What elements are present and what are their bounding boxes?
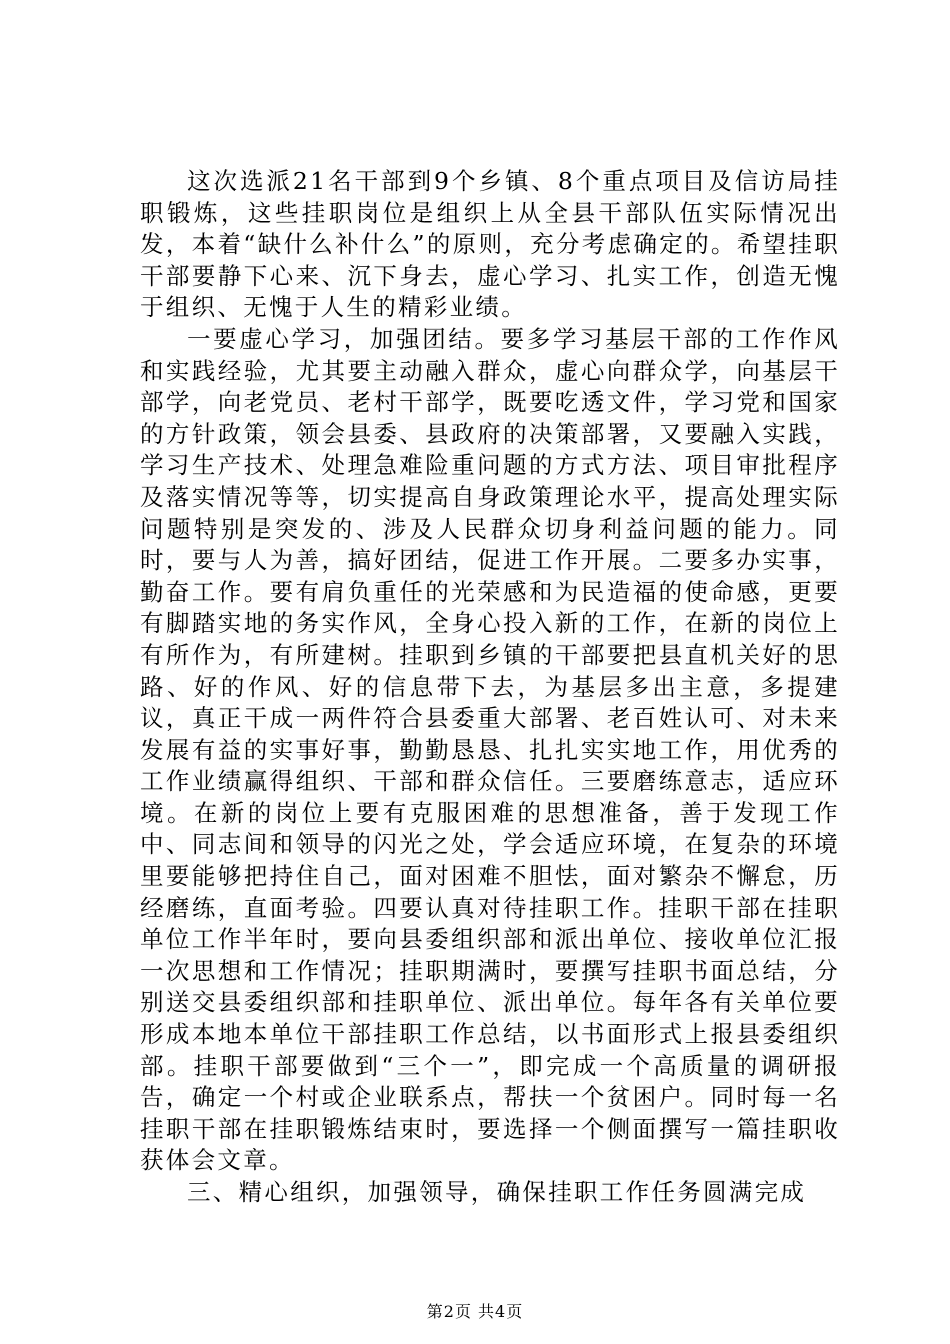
paragraph-intro: 这次选派21名干部到9个乡镇、8个重点项目及信访局挂职锻炼，这些挂职岗位是组织上从全县干部队伍实际情况出发，本着“缺什么补什么”的原则，充分考虑确定的。希望挂职干部要静下心来、沉下身去，虚心学习、扎实工作，创造无愧于组织、无愧于人生的精彩业绩。 <box>140 167 840 322</box>
page-number-footer: 第2页 共4页 <box>426 1302 524 1321</box>
paragraph-requirements: 一要虚心学习，加强团结。要多学习基层干部的工作作风和实践经验，尤其要主动融入群众，虚心向群众学，向基层干部学，向老党员、老村干部学，既要吃透文件，学习党和国家的方针政策，领会县委、县政府的决策部署，又要融入实践，学习生产技术、处理急难险重问题的方式方法、项目审批程序及落实情况等等，切实提高自身政策理论水平，提高处理实际问题特别是突发的、涉及人民群众切身利益问题的能力。同时，要与人为善，搞好团结，促进工作开展。二要多办实事，勤奋工作。要有肩负重任的光荣感和为民造福的使命感，更要有脚踏实地的务实作风，全身心投入新的工作，在新的岗位上有所作为，有所建树。挂职到乡镇的干部要把县直机关好的思路、好的作风、好的信息带下去，为基层多出主意，多提建议，真正干成一两件符合县委重大部署、老百姓认可、对未来发展有益的实事好事，勤勤恳恳、扎扎实实地工作，用优秀的工作业绩赢得组织、干部和群众信任。三要磨练意志，适应环境。在新的岗位上要有克服困难的思想准备，善于发现工作中、同志间和领导的闪光之处，学会适应环境，在复杂的环境里要能够把持住自己，面对困难不胆怯，面对繁杂不懈怠，历经磨练，直面考验。四要认真对待挂职工作。挂职干部在挂职单位工作半年时，要向县委组织部和派出单位、接收单位汇报一次思想和工作情况；挂职期满时，要撰写挂职书面总结，分别送交县委组织部和挂职单位、派出单位。每年各有关单位要形成本地本单位干部挂职工作总结，以书面形式上报县委组织部。挂职干部要做到“三个一”，即完成一个高质量的调研报告，确定一个村或企业联系点，帮扶一个贫困户。同时每一名挂职干部在挂职锻炼结束时，要选择一个侧面撰写一篇挂职收获体会文章。 <box>140 324 840 1175</box>
section-heading: 三、精心组织，加强领导，确保挂职工作任务圆满完成 <box>187 1178 807 1206</box>
document-body <box>140 166 840 1209</box>
